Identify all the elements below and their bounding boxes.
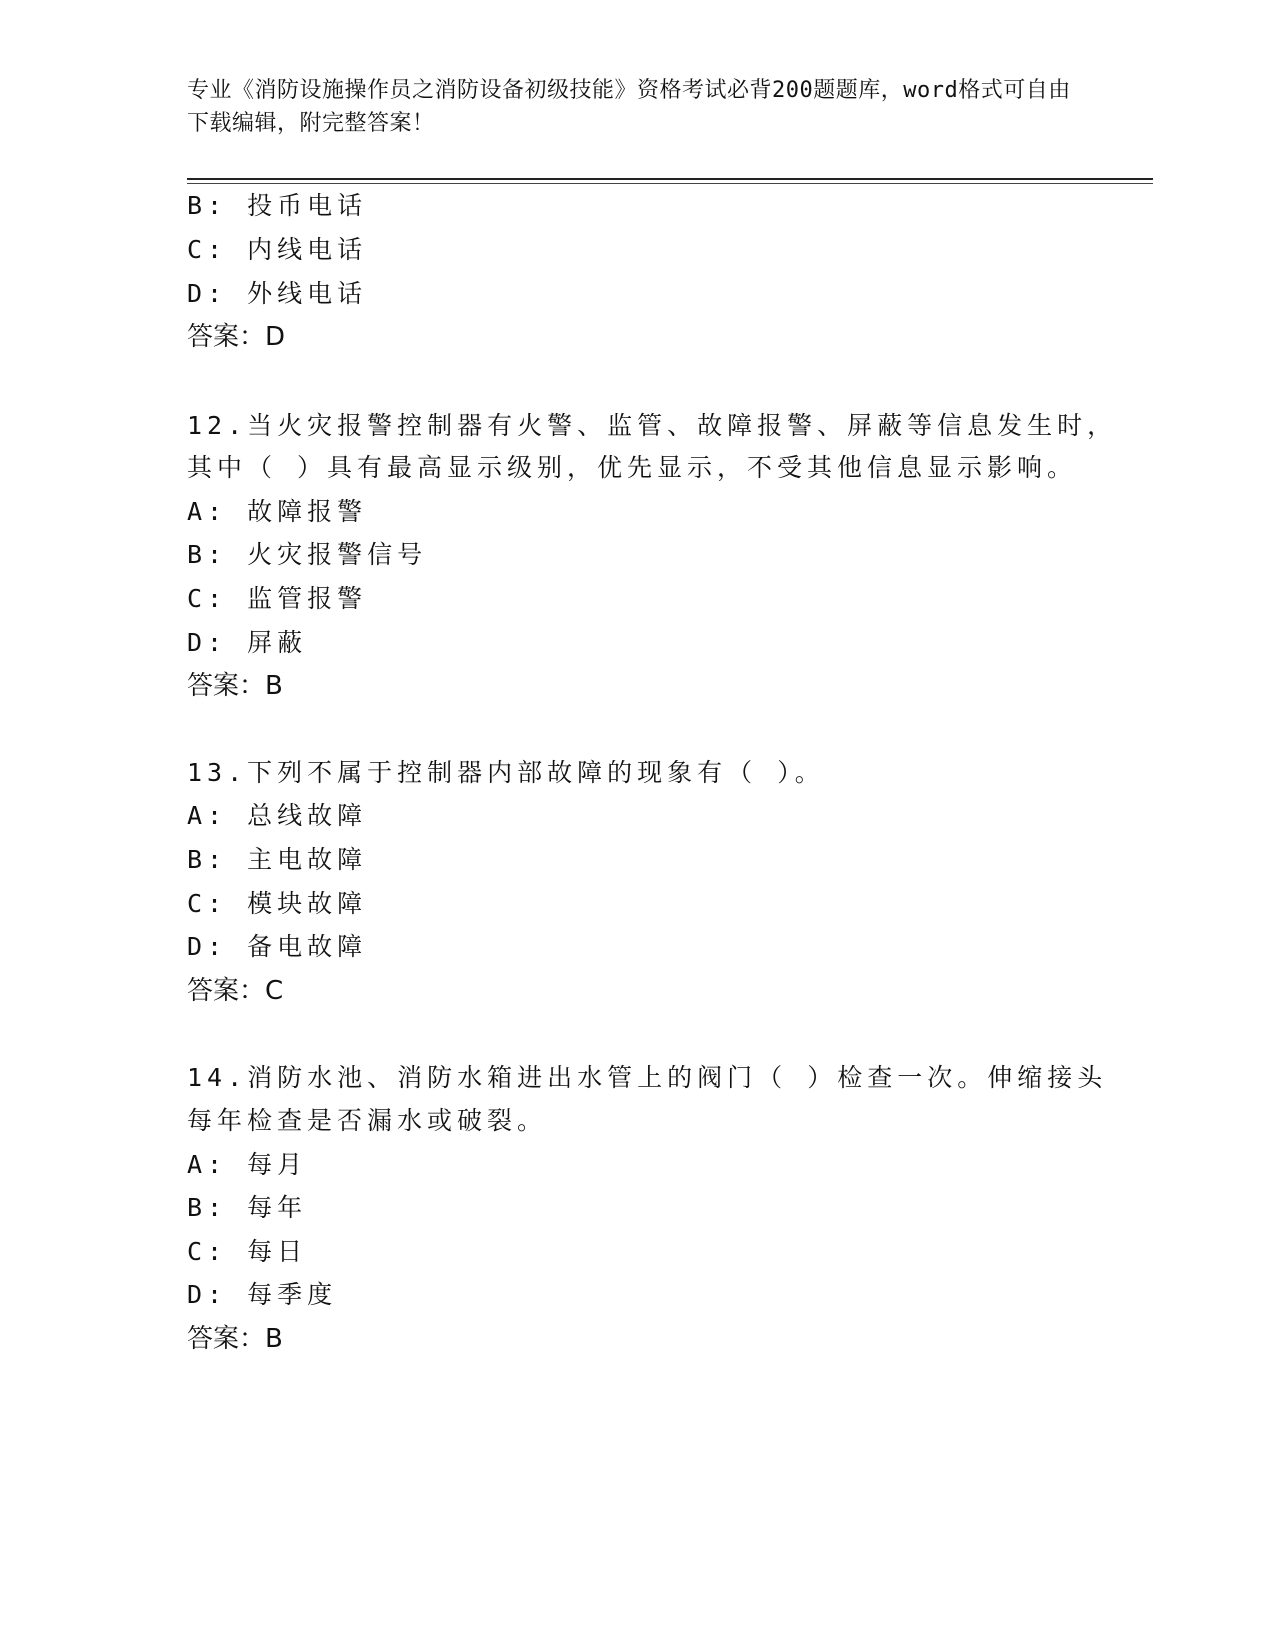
header-divider-thin	[187, 183, 1153, 184]
option-c: C: 监管报警	[187, 584, 368, 613]
option-a: A: 故障报警	[187, 497, 368, 526]
option-b: B: 每年	[187, 1193, 308, 1222]
question-13-text: 13.下列不属于控制器内部故障的现象有（ ）。	[187, 758, 825, 787]
option-d: D: 每季度	[187, 1280, 338, 1309]
document-header: 专业《消防设施操作员之消防设备初级技能》资格考试必背200题题库，word格式可自由下载编辑，附完整答案！	[187, 78, 1071, 136]
question-14-text: 14.消防水池、消防水箱进出水管上的阀门（ ）检查一次。伸缩接头	[187, 1063, 1108, 1092]
option-d: D: 备电故障	[187, 932, 368, 961]
header-divider-thick	[187, 178, 1153, 180]
answer-line: 答案：D	[187, 322, 286, 352]
option-b: B: 投币电话	[187, 191, 368, 220]
option-b: B: 主电故障	[187, 845, 368, 874]
answer-line: 答案：B	[187, 671, 283, 701]
option-a: A: 每月	[187, 1150, 308, 1179]
question-12-text-cont: 其中（ ）具有最高显示级别，优先显示，不受其他信息显示影响。	[187, 453, 1078, 482]
question-12-text: 12.当火灾报警控制器有火警、监管、故障报警、屏蔽等信息发生时，	[187, 411, 1118, 440]
question-14-text-cont: 每年检查是否漏水或破裂。	[187, 1106, 548, 1135]
option-c: C: 内线电话	[187, 235, 368, 264]
answer-line: 答案：C	[187, 976, 284, 1006]
option-c: C: 模块故障	[187, 889, 368, 918]
answer-line: 答案：B	[187, 1324, 283, 1354]
option-b: B: 火灾报警信号	[187, 540, 428, 569]
option-c: C: 每日	[187, 1237, 308, 1266]
option-a: A: 总线故障	[187, 801, 368, 830]
option-d: D: 外线电话	[187, 279, 368, 308]
option-d: D: 屏蔽	[187, 628, 308, 657]
